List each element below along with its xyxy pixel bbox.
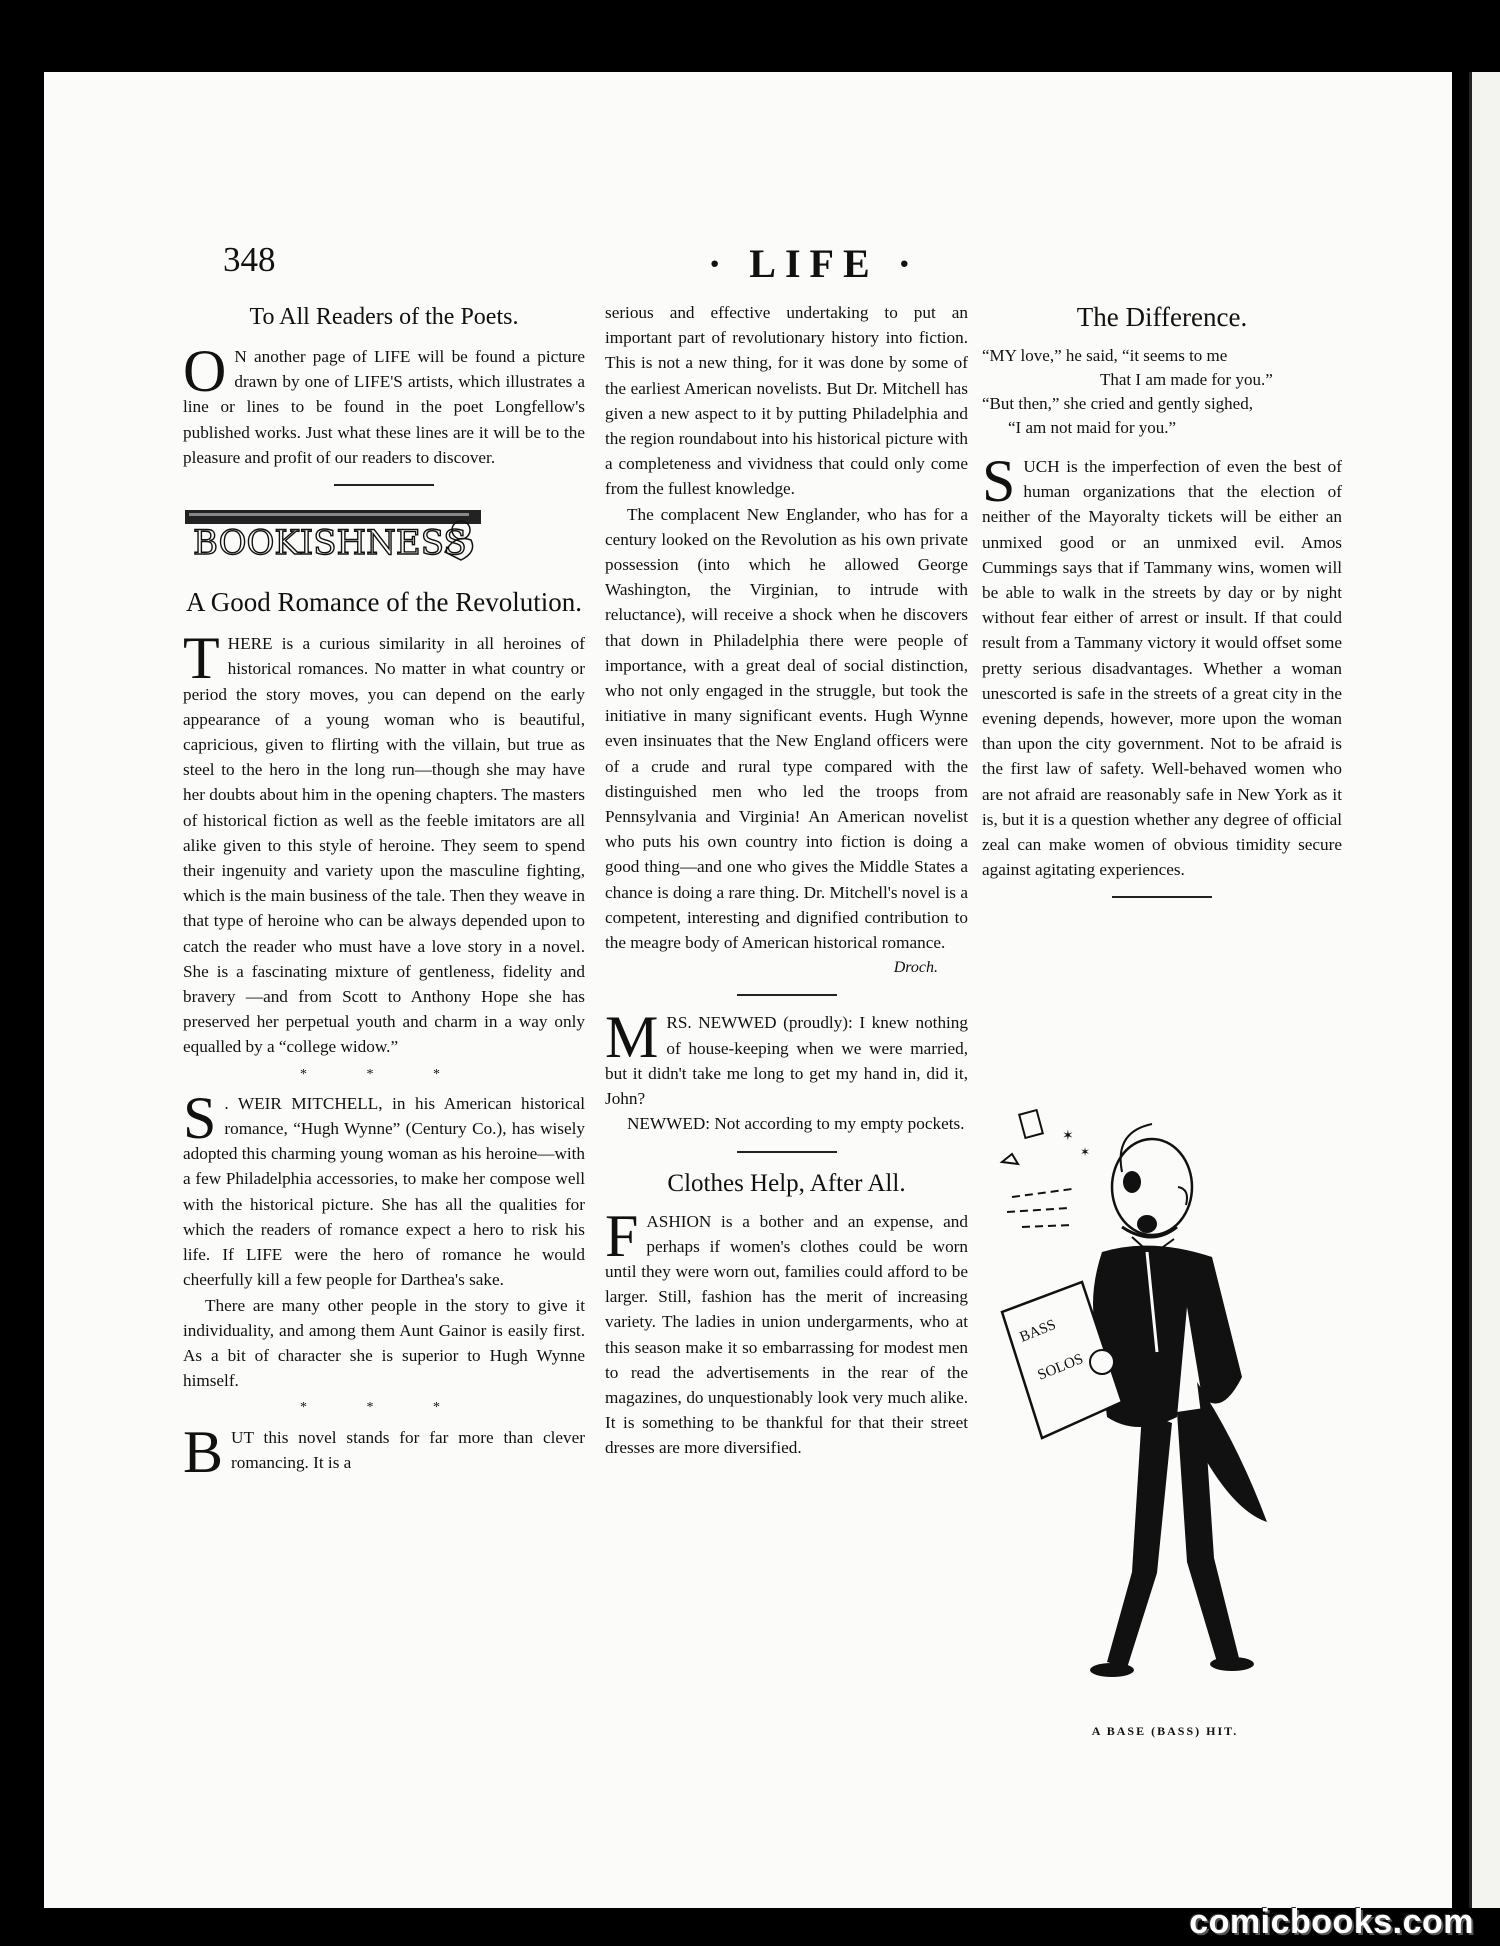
newwed-reply-text: Not according to my empty pockets. [710, 1114, 965, 1134]
divider [334, 484, 434, 486]
mitchell-text: . WEIR MITCHELL, in his American historical romance, “Hugh Wynne” (Century Co.), has wisely adopted this charming young woman as his heroine—with a few Philadelphia accessories, to make her compose well with the historical picture. She has all the qualities for which the readers of romance expect a hero to risk his life. If LIFE were the hero of romance he would cheerfully kill a few people for Darthea's sake. [183, 1093, 585, 1290]
difference-poem [982, 344, 1342, 440]
drop-cap: T [183, 625, 220, 692]
section-stars: * * * [300, 1066, 468, 1082]
continued-paragraph: serious and effective undertaking to put an important part of revolutionary history into fiction. This is not a new thing, for it was done by some of the earliest American novelists. But Dr. Mitchell has given a new aspect to it by putting Philadelphia and the region roundabout into his historical picture with a completeness and vividness that could only come from the fullest knowledge. [605, 303, 968, 499]
singer-cartoon [982, 1102, 1342, 1722]
gainor-paragraph: There are many other people in the story to give it individuality, and among them Aunt Gainor is easily first. As a bit of character she is superior to Hugh Wynne himself. [183, 1295, 585, 1391]
drop-cap: S [183, 1084, 217, 1151]
drop-cap: F [605, 1202, 639, 1269]
romance-paragraph [183, 625, 585, 1059]
poets-paragraph [183, 338, 585, 470]
poem-line-2: That I am made for you.” [1100, 370, 1273, 389]
column-3 [982, 300, 1342, 912]
newwed-text: RS. NEWWED (proudly): I knew nothing of house-keeping when we were married, but it didn't take me long to get my hand in, did it, John? [605, 1013, 968, 1109]
sheet-text-1: BASS [1017, 1316, 1059, 1346]
cartoon-illustration [982, 1102, 1342, 1727]
poem-line-1: “MY love,” he said, “it seems to me [982, 346, 1228, 365]
site-watermark: comicbooks.com [1189, 1903, 1474, 1941]
next-page-edge [1469, 72, 1500, 1908]
banner-label: BOOKISHNESS [193, 523, 467, 564]
svg-text:✶: ✶ [1080, 1145, 1091, 1159]
poem-line-4: “I am not maid for you.” [1008, 418, 1177, 437]
divider [737, 994, 837, 996]
poem-line-3: “But then,” she cried and gently sighed, [982, 394, 1253, 413]
masthead: · LIFE · [707, 241, 921, 286]
but-paragraph [183, 1418, 585, 1485]
poets-text: N another page of LIFE will be found a picture drawn by one of LIFE'S artists, which illustrates a line or lines to be found in the poet Longfellow's published works. Just what these lines are it will be to the pleasure and profit of our readers to discover. [183, 347, 585, 467]
section-stars-2: * * * [300, 1400, 468, 1416]
difference-heading: The Difference. [1076, 302, 1248, 332]
clothes-heading: Clothes Help, After All. [667, 1169, 906, 1197]
clothes-paragraph [605, 1202, 968, 1461]
complacent-paragraph: The complacent New Englander, who has for a century looked on the Revolution as his own private possession (into which he allowed George Washington, the Virginian, to intrude with reluctance), will receive a shock when he discovers that down in Philadelphia there were people of importance, with a great deal of social distinction, who not only engaged in the struggle, but took the initiative in many significant events. Hugh Wynne even insinuates that the New England officers were of a crude and rural type compared with the distinguished men who led the troops from Pennsylvania and Virginia! An American novelist who puts his own country into fiction is doing a good thing—and one who gives the Middle States a chance is doing a rare thing. Dr. Mitchell's novel is a competent, interesting and dignified contribution to the meagre body of American historical romance. [605, 504, 968, 953]
drop-cap: M [605, 1004, 659, 1071]
newwed-paragraph [605, 1004, 968, 1111]
clothes-text: ASHION is a bother and an expense, and perhaps if women's clothes could be worn until they were worn out, families could afford to be larger. Still, fashion has the merit of increasing variety. The ladies in union undergarments, who at this season make it so embarrassing for modest men to read the advertisements in the rear of the magazines, do unquestionably look very much alike. It is something to be thankful for that their street dresses are more diversified. [605, 1211, 968, 1458]
romance-heading: A Good Romance of the Revolution. [186, 587, 582, 618]
romance-text: HERE is a curious similarity in all heroines of historical romances. No matter in what country or period the story moves, you can depend on the early appearance of a young woman who is beautiful, capricious, given to flirting with the villain, but true as steel to the hero in the long run—though she may have her doubts about him in the opening chapters. The masters of historical fiction as well as the feeble imitators are all alike given to this style of heroine. They seem to spend their ingenuity and variety upon the masculine fighting, which is the main business of the tale. Then they weave in that type of heroine who can be always depended upon to catch the reader who must have a love story in a novel. She is a fascinating mixture of gentleness, fidelity and bravery —and from Scott to Anthony Hope she has preserved her perpetual youth and charm in a way only equalled by a “college widow.” [183, 634, 585, 1057]
sheet-text-2: SOLOS [1035, 1351, 1086, 1384]
newwed-speaker: NEWWED: [627, 1114, 711, 1134]
drop-cap: O [183, 338, 227, 404]
column-2 [605, 300, 968, 1461]
newwed-reply [605, 1111, 968, 1136]
mitchell-paragraph [183, 1084, 585, 1293]
such-text: UCH is the imperfection of even the best of human organizations that the election of neither of the Mayoralty tickets will be either an unmixed good or an unmixed evil. Amos Cummings says that if Tammany wins, women will be able to walk in the streets by day or by night without fear either of arrest or insult. If that could result from a Tammany victory it would offset some pretty serious disadvantages. Whether a woman unescorted is safe in the streets of a great city in the evening depends, however, more upon the woman than upon the city government. Not to be afraid is the first law of safety. Well-behaved women who are not afraid are reasonably safe in New York as it is, but it is a question whether any degree of official zeal can make women of obvious timidity secure against agitating experiences. [982, 457, 1342, 880]
column-1 [183, 300, 585, 1485]
illustration-caption: A BASE (BASS) HIT. [1091, 1724, 1239, 1738]
bookishness-banner [183, 500, 585, 573]
but-text: UT this novel stands for far more than clever romancing. It is a [231, 1427, 585, 1472]
poets-heading: To All Readers of the Poets. [249, 304, 519, 330]
divider [737, 1151, 837, 1153]
bookishness-banner-art [183, 500, 483, 566]
divider [1112, 896, 1212, 898]
svg-text:✶: ✶ [1062, 1129, 1074, 1144]
drop-cap: B [183, 1418, 224, 1485]
drop-cap: S [982, 448, 1016, 514]
review-signature: Droch. [893, 959, 938, 977]
such-paragraph [982, 448, 1342, 882]
page-number: 348 [223, 240, 276, 279]
